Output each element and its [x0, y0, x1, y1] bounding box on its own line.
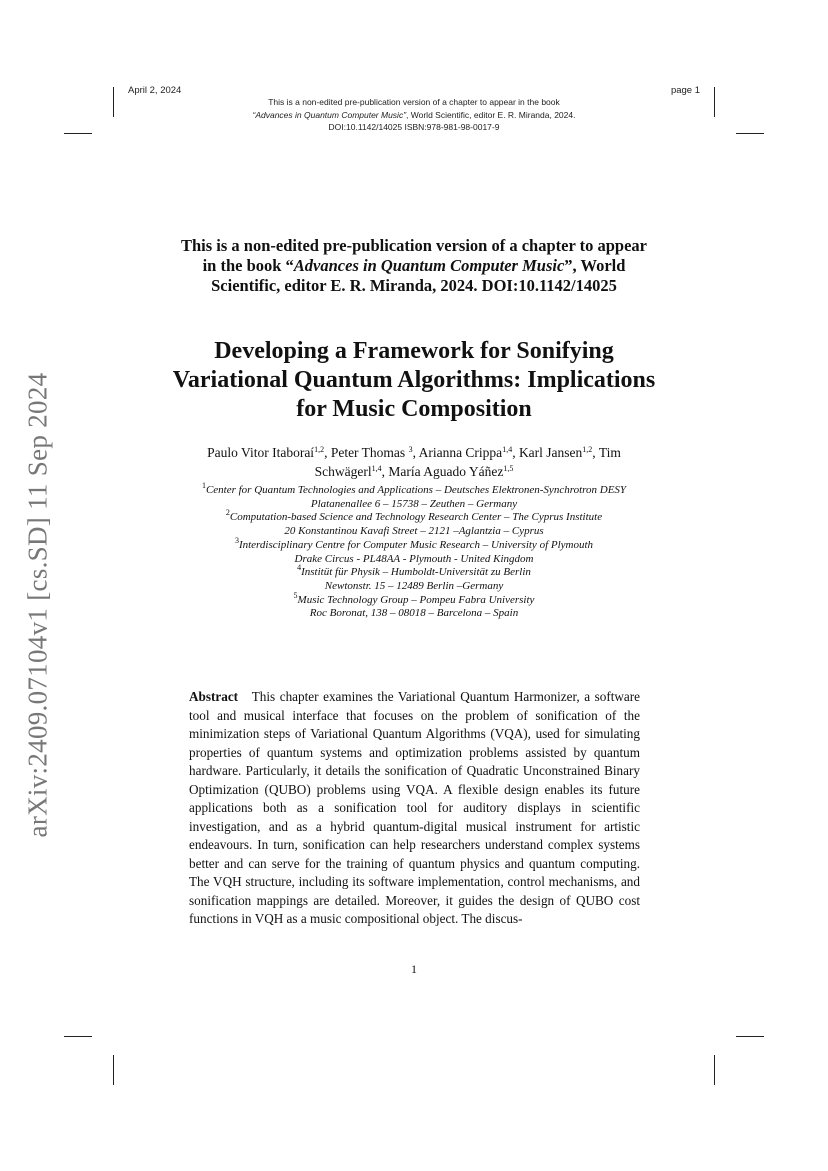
crop-mark: [736, 1036, 764, 1037]
note-text-after: ”, World Scientific, editor E. R. Miranda, 2024. DOI:10.1142/14025: [211, 256, 626, 295]
abstract-label: Abstract: [189, 689, 239, 704]
affiliation-text: Music Technology Group – Pompeu Fabra University: [297, 593, 535, 606]
author-name: Arianna Crippa: [418, 445, 503, 460]
author-name: Peter Thomas: [330, 445, 409, 460]
affiliation-marker: 1: [201, 481, 206, 490]
affiliation-text: Institüt für Physik – Humboldt-Universität zu Berlin: [301, 566, 531, 579]
affiliation-marker: 3: [234, 535, 239, 545]
author-name: María Aguado Yáñez: [388, 464, 504, 479]
crop-mark: [113, 1055, 114, 1085]
affiliation-line: [170, 590, 658, 608]
author-affiliation-marker: 1,2: [314, 445, 325, 454]
author-affiliation-marker: 1,2: [582, 445, 593, 454]
affiliation-text: Newtonstr. 15 – 12489 Berlin –Germany: [324, 579, 504, 592]
arxiv-stamp: arXiv:2409.07104v1 [cs.SD] 11 Sep 2024: [22, 372, 53, 838]
note-text-before: This is a non-edited pre-publication version of a chapter to appear in the book “: [180, 236, 647, 275]
affiliation-line: [170, 498, 658, 512]
author-list: Paulo Vitor Itaboraí$^{1,2}$, Peter Thomas $^3$, Arianna Crippa$^{1,4}$, Karl Jansen$^{1,2}$, Tim Schwägerl$^{1,4}$, María Aguado Yáñez$^{1,5}$: [207, 445, 621, 479]
note-book-title: Advances in Quantum Computer Music: [293, 256, 565, 275]
author-name: Tim Schwägerl: [314, 445, 621, 479]
affiliation-line: [170, 553, 658, 567]
affiliation-text: Roc Boronat, 138 – 08018 – Barcelona – Spain: [309, 607, 519, 620]
affiliation-text: Computation-based Science and Technology Research Center – The Cyprus Institute: [229, 511, 603, 524]
header-page: page 1: [670, 85, 700, 96]
affiliation-marker: 5: [293, 590, 298, 600]
affiliation-line: [170, 580, 658, 594]
author-affiliation-marker: 1,5: [503, 464, 514, 473]
paper-title: Developing a Framework for Sonifying Variational Quantum Algorithms: Implications for Music Composition: [172, 338, 656, 422]
author-name: Karl Jansen: [518, 445, 583, 460]
affiliation-text: Platanenallee 6 – 15738 – Zeuthen – Germany: [310, 497, 518, 510]
affiliation-line: [170, 508, 658, 525]
affiliation-line: [170, 481, 658, 498]
affiliation-line: [170, 607, 658, 621]
author-affiliation-marker: 1,4: [371, 464, 382, 473]
author-affiliation-marker: 1,4: [502, 445, 513, 454]
page-number: 1: [411, 962, 417, 976]
header-publisher: , World Scientific, editor E. R. Miranda, 2024.: [406, 109, 576, 120]
affiliation-text: Drake Circus - PL48AA - Plymouth - United Kingdom: [294, 552, 534, 565]
abstract: [189, 688, 640, 929]
header-line-2: [0, 109, 828, 122]
header-line-3: DOI:10.1142/14025 ISBN:978-981-98-0017-9: [328, 122, 500, 132]
prepublication-note: [180, 236, 648, 296]
affiliation-marker: 4: [297, 563, 302, 573]
affiliation-text: Center for Quantum Technologies and Applications – Deutsches Elektronen-Synchrotron DESY: [205, 484, 627, 496]
affiliation-list: [170, 481, 658, 621]
author-affiliation-marker: 3: [408, 445, 413, 454]
affiliation-text: 20 Konstantinou Kavafi Street – 2121 –Aglantzia – Cyprus: [284, 525, 544, 538]
affiliation-marker: 2: [225, 508, 230, 518]
crop-mark: [714, 1055, 715, 1085]
affiliation-line: [170, 563, 658, 580]
author-name: Paulo Vitor Itaboraí: [207, 445, 315, 460]
crop-mark: [64, 1036, 92, 1037]
affiliation-line: [170, 525, 658, 539]
abstract-text: This chapter examines the Variational Quantum Harmonizer, a software tool and musical interface that focuses on the problem of sonification of the minimization steps of Variational Quantum Algorithms (VQA), used for simulating properties of quantum systems and optimization problems assisted by quantum hardware. Particularly, it details the sonification of Quadratic Unconstrained Binary Optimization (QUBO) problems using VQA. A flexible design enables its future applications both as a sonification tool for auditory displays in scientific investigation, and as a hybrid quantum-digital musical instrument for artistic endeavours. In turn, sonification can help researchers understand complex systems better and can serve for the training of quantum physics and quantum computing. The VQH structure, including its software implementation, control mechanisms, and sonification mappings are detailed. Moreover, it guides the design of QUBO cost functions in VQH as a music compositional object. The discus-: [189, 689, 640, 926]
header-date: April 2, 2024: [128, 85, 182, 96]
header-book-title: “Advances in Quantum Computer Music”: [252, 109, 407, 120]
affiliation-text: Interdisciplinary Centre for Computer Music Research – University of Plymouth: [238, 538, 594, 551]
affiliation-line: [170, 535, 658, 553]
header-notice: [0, 96, 828, 134]
header-line-1: This is a non-edited pre-publication version of a chapter to appear in the book: [268, 97, 560, 107]
